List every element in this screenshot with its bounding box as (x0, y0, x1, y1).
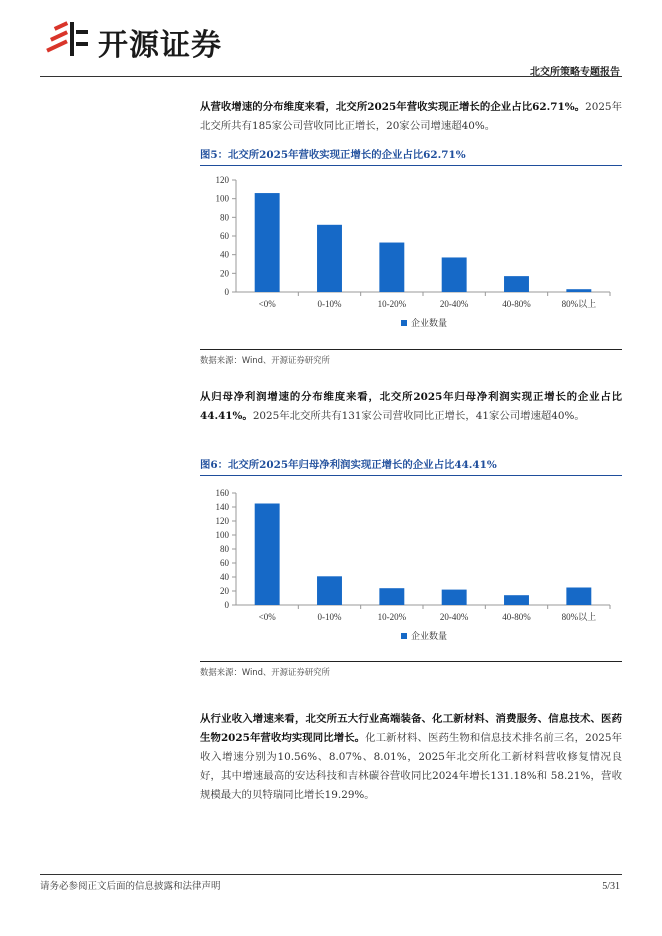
figure-6-chart (200, 483, 622, 653)
paragraph-revenue (200, 98, 622, 136)
x-tick-label: 80%以上 (561, 612, 597, 622)
bar (255, 504, 280, 606)
paragraph-body: 2025年北交所共有131家公司营收同比正增长，41家公司增速超40%。 (252, 410, 585, 422)
y-tick-label: 80 (220, 544, 229, 554)
page-number: 5/31 (602, 881, 620, 892)
bar (442, 257, 467, 292)
bar (317, 225, 342, 292)
x-tick-label: 40-80% (502, 612, 531, 622)
x-tick-label: 10-20% (377, 299, 407, 309)
figure-6-source: 数据来源：Wind、开源证券研究所 (200, 667, 330, 677)
bar (504, 595, 529, 605)
figure-5-chart (200, 170, 622, 340)
x-tick-label: 0-10% (317, 299, 342, 309)
bar (504, 276, 529, 292)
figure-6-rule (200, 661, 622, 662)
bar-chart-revenue (200, 170, 622, 340)
paragraph-body: 2025年北交所共有185家公司营收同比正增长，20家公司增速超40%。 (200, 101, 622, 132)
paragraph-profit (200, 388, 622, 426)
report-type: 北交所策略专题报告 (530, 67, 620, 78)
bar-chart-profit (200, 483, 622, 653)
legend-label: 企业数量 (411, 318, 448, 328)
bar (566, 588, 591, 606)
paragraph-body: 化工新材料、医药生物和信息技术排名前三名，2025年收入增速分别为10.56%、8.07%、8.01%，2025年北交所化工新材料营收修复情况良好，其中增速最高的安达科技和吉林碳谷营收同比2024年增长131.18%和 58.21%，营收规模最大的贝特瑞同比增长19.29%。 (200, 732, 622, 801)
y-tick-label: 20 (220, 586, 229, 596)
y-tick-label: 160 (215, 488, 229, 498)
y-tick-label: 100 (215, 530, 229, 540)
company-name: 开源证券 (98, 28, 222, 63)
bar (379, 243, 404, 292)
bar (442, 590, 467, 605)
bar (317, 576, 342, 605)
footer-rule (40, 874, 622, 875)
company-logo (40, 18, 270, 62)
y-tick-label: 120 (215, 175, 229, 185)
x-tick-label: 20-40% (439, 612, 469, 622)
footer-disclaimer: 请务必参阅正文后面的信息披露和法律声明 (40, 881, 221, 892)
paragraph-lead: 从行业收入增速来看，北交所五大行业高端装备、化工新材料、消费服务、信息技术、医药生物2025年营收均实现同比增长。 (200, 713, 622, 744)
figure-6-title: 图6：北交所2025年归母净利润实现正增长的企业占比44.41% (200, 456, 622, 476)
legend-swatch (401, 320, 407, 326)
bar (379, 588, 404, 605)
y-tick-label: 100 (215, 193, 229, 204)
paragraph-lead: 从营收增速的分布维度来看，北交所2025年营收实现正增长的企业占比62.71%。 (200, 101, 586, 113)
figure-5-title: 图5：北交所2025年营收实现正增长的企业占比62.71% (200, 146, 622, 166)
paragraph-lead: 从归母净利润增速的分布维度来看，北交所2025年归母净利润实现正增长的企业占比44.41%。 (200, 391, 622, 422)
x-tick-label: 80%以上 (561, 299, 597, 309)
paragraph-industry (200, 710, 622, 805)
x-tick-label: <0% (258, 299, 276, 309)
y-tick-label: 0 (224, 287, 229, 297)
bar (566, 289, 591, 292)
y-tick-label: 60 (220, 558, 229, 568)
x-tick-label: 10-20% (377, 612, 407, 622)
y-tick-label: 0 (224, 600, 229, 610)
header-rule (40, 76, 622, 77)
bar (255, 193, 280, 292)
x-tick-label: <0% (258, 612, 276, 622)
y-tick-label: 20 (220, 268, 229, 279)
y-tick-label: 140 (215, 502, 229, 512)
x-tick-label: 0-10% (317, 612, 342, 622)
logo-mark-icon (40, 18, 92, 62)
legend-label: 企业数量 (411, 631, 448, 641)
figure-5-source: 数据来源：Wind、开源证券研究所 (200, 355, 330, 365)
figure-5-rule (200, 349, 622, 350)
y-tick-label: 40 (220, 572, 229, 582)
x-tick-label: 20-40% (439, 299, 469, 309)
legend-swatch (401, 633, 407, 639)
y-tick-label: 120 (215, 516, 229, 526)
y-tick-label: 40 (220, 249, 229, 260)
y-tick-label: 80 (220, 212, 229, 223)
y-tick-label: 60 (220, 231, 229, 241)
x-tick-label: 40-80% (502, 299, 531, 309)
